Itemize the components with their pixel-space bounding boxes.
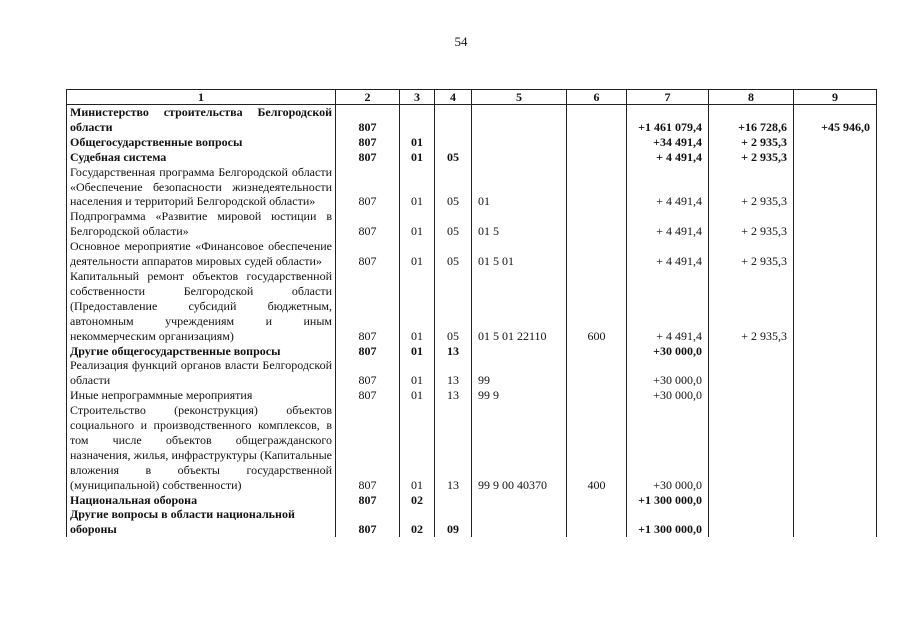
amount-cell: +30 000,0 <box>627 403 709 492</box>
amount-cell: + 4 491,4 <box>627 209 709 239</box>
name-cell: Министерство строительства Белгородской области <box>67 105 336 135</box>
section-cell: 01 <box>400 344 435 359</box>
ved-code-cell: 807 <box>336 135 400 150</box>
name-cell: Подпрограмма «Развитие мировой юстиции в Белгородской области» <box>67 209 336 239</box>
ved-code-cell: 807 <box>336 493 400 508</box>
expense-type-cell <box>567 358 627 388</box>
col-header: 6 <box>567 90 627 105</box>
table-row <box>67 269 877 344</box>
col-header: 1 <box>67 90 336 105</box>
target-article-cell: 01 <box>472 165 567 210</box>
expense-type-cell <box>567 105 627 135</box>
budget-table <box>66 89 877 537</box>
target-article-cell: 99 <box>472 358 567 388</box>
section-cell: 01 <box>400 403 435 492</box>
subsection-cell: 13 <box>435 358 472 388</box>
subsection-cell: 09 <box>435 507 472 537</box>
name-cell: Государственная программа Белгородской области «Обеспечение безопасности жизнедеятельности населения и территорий Белгородской области» <box>67 165 336 210</box>
page-number: 54 <box>454 34 468 49</box>
amount-cell: + 4 491,4 <box>627 165 709 210</box>
section-cell <box>400 105 435 135</box>
col-header: 3 <box>400 90 435 105</box>
name-cell: Национальная оборона <box>67 493 336 508</box>
subsection-cell <box>435 105 472 135</box>
col-header: 4 <box>435 90 472 105</box>
amount-cell: +30 000,0 <box>627 344 709 359</box>
section-cell: 02 <box>400 493 435 508</box>
table-row <box>67 493 877 508</box>
amount-cell <box>794 358 877 388</box>
subsection-cell: 05 <box>435 165 472 210</box>
table-row <box>67 388 877 403</box>
expense-type-cell <box>567 239 627 269</box>
amount-cell: +1 300 000,0 <box>627 507 709 537</box>
expense-type-cell <box>567 344 627 359</box>
amount-cell: + 2 935,3 <box>709 150 794 165</box>
amount-cell: + 2 935,3 <box>709 239 794 269</box>
amount-cell <box>794 507 877 537</box>
amount-cell <box>709 388 794 403</box>
ved-code-cell: 807 <box>336 358 400 388</box>
table-row <box>67 150 877 165</box>
section-cell: 01 <box>400 388 435 403</box>
expense-type-cell: 400 <box>567 403 627 492</box>
col-header: 2 <box>336 90 400 105</box>
amount-cell: +1 461 079,4 <box>627 105 709 135</box>
subsection-cell: 05 <box>435 239 472 269</box>
subsection-cell: 05 <box>435 209 472 239</box>
table-row <box>67 239 877 269</box>
name-cell: Капитальный ремонт объектов государственной собственности Белгородской области (Предоставление субсидий бюджетным, автономным учреждениям и иным некоммерческим организациям) <box>67 269 336 344</box>
section-cell: 01 <box>400 150 435 165</box>
target-article-cell: 01 5 01 22110 <box>472 269 567 344</box>
amount-cell: +16 728,6 <box>709 105 794 135</box>
amount-cell: +45 946,0 <box>794 105 877 135</box>
col-header: 5 <box>472 90 567 105</box>
amount-cell <box>794 269 877 344</box>
expense-type-cell: 600 <box>567 269 627 344</box>
ved-code-cell: 807 <box>336 507 400 537</box>
expense-type-cell <box>567 209 627 239</box>
ved-code-cell: 807 <box>336 209 400 239</box>
name-cell: Основное мероприятие «Финансовое обеспечение деятельности аппаратов мировых судей области» <box>67 239 336 269</box>
table-row <box>67 105 877 135</box>
amount-cell <box>794 239 877 269</box>
target-article-cell <box>472 507 567 537</box>
expense-type-cell <box>567 165 627 210</box>
table-row <box>67 135 877 150</box>
col-header: 8 <box>709 90 794 105</box>
table-header-row <box>67 90 877 105</box>
table-row <box>67 358 877 388</box>
target-article-cell: 01 5 <box>472 209 567 239</box>
amount-cell: + 4 491,4 <box>627 150 709 165</box>
target-article-cell: 99 9 <box>472 388 567 403</box>
amount-cell: + 4 491,4 <box>627 269 709 344</box>
subsection-cell: 13 <box>435 388 472 403</box>
ved-code-cell: 807 <box>336 150 400 165</box>
table-row <box>67 165 877 210</box>
name-cell: Иные непрограммные мероприятия <box>67 388 336 403</box>
target-article-cell: 01 5 01 <box>472 239 567 269</box>
target-article-cell <box>472 344 567 359</box>
target-article-cell <box>472 150 567 165</box>
name-cell: Другие общегосударственные вопросы <box>67 344 336 359</box>
section-cell: 01 <box>400 165 435 210</box>
amount-cell: +30 000,0 <box>627 388 709 403</box>
target-article-cell: 99 9 00 40370 <box>472 403 567 492</box>
amount-cell: + 2 935,3 <box>709 135 794 150</box>
ved-code-cell: 807 <box>336 403 400 492</box>
expense-type-cell <box>567 493 627 508</box>
amount-cell: + 4 491,4 <box>627 239 709 269</box>
table-row <box>67 209 877 239</box>
section-cell: 02 <box>400 507 435 537</box>
amount-cell <box>794 209 877 239</box>
subsection-cell: 05 <box>435 150 472 165</box>
subsection-cell: 13 <box>435 344 472 359</box>
section-cell: 01 <box>400 239 435 269</box>
name-cell: Реализация функций органов власти Белгородской области <box>67 358 336 388</box>
section-cell: 01 <box>400 135 435 150</box>
target-article-cell <box>472 105 567 135</box>
amount-cell: +1 300 000,0 <box>627 493 709 508</box>
expense-type-cell <box>567 150 627 165</box>
section-cell: 01 <box>400 209 435 239</box>
amount-cell <box>794 150 877 165</box>
subsection-cell <box>435 135 472 150</box>
ved-code-cell: 807 <box>336 344 400 359</box>
ved-code-cell: 807 <box>336 388 400 403</box>
amount-cell: + 2 935,3 <box>709 209 794 239</box>
amount-cell <box>709 493 794 508</box>
target-article-cell <box>472 135 567 150</box>
amount-cell <box>709 358 794 388</box>
name-cell: Судебная система <box>67 150 336 165</box>
amount-cell <box>709 403 794 492</box>
expense-type-cell <box>567 135 627 150</box>
col-header: 9 <box>794 90 877 105</box>
section-cell: 01 <box>400 358 435 388</box>
name-cell: Строительство (реконструкция) объектов социального и производственного комплексов, в том числе объектов общегражданского назначения, жилья, инфраструктуры (Капитальные вложения в объекты государственной (муниципальной) собственности) <box>67 403 336 492</box>
amount-cell <box>794 388 877 403</box>
amount-cell <box>794 135 877 150</box>
table-row <box>67 403 877 492</box>
amount-cell <box>709 344 794 359</box>
table-row <box>67 507 877 537</box>
amount-cell: +30 000,0 <box>627 358 709 388</box>
amount-cell: + 2 935,3 <box>709 165 794 210</box>
target-article-cell <box>472 493 567 508</box>
subsection-cell <box>435 493 472 508</box>
section-cell: 01 <box>400 269 435 344</box>
amount-cell <box>794 493 877 508</box>
ved-code-cell: 807 <box>336 269 400 344</box>
ved-code-cell: 807 <box>336 105 400 135</box>
ved-code-cell: 807 <box>336 239 400 269</box>
expense-type-cell <box>567 388 627 403</box>
amount-cell <box>794 165 877 210</box>
amount-cell <box>794 403 877 492</box>
amount-cell <box>794 344 877 359</box>
amount-cell: +34 491,4 <box>627 135 709 150</box>
subsection-cell: 05 <box>435 269 472 344</box>
subsection-cell: 13 <box>435 403 472 492</box>
name-cell: Общегосударственные вопросы <box>67 135 336 150</box>
name-cell: Другие вопросы в области национальной обороны <box>67 507 336 537</box>
col-header: 7 <box>627 90 709 105</box>
table-row <box>67 344 877 359</box>
expense-type-cell <box>567 507 627 537</box>
amount-cell: + 2 935,3 <box>709 269 794 344</box>
amount-cell <box>709 507 794 537</box>
ved-code-cell: 807 <box>336 165 400 210</box>
